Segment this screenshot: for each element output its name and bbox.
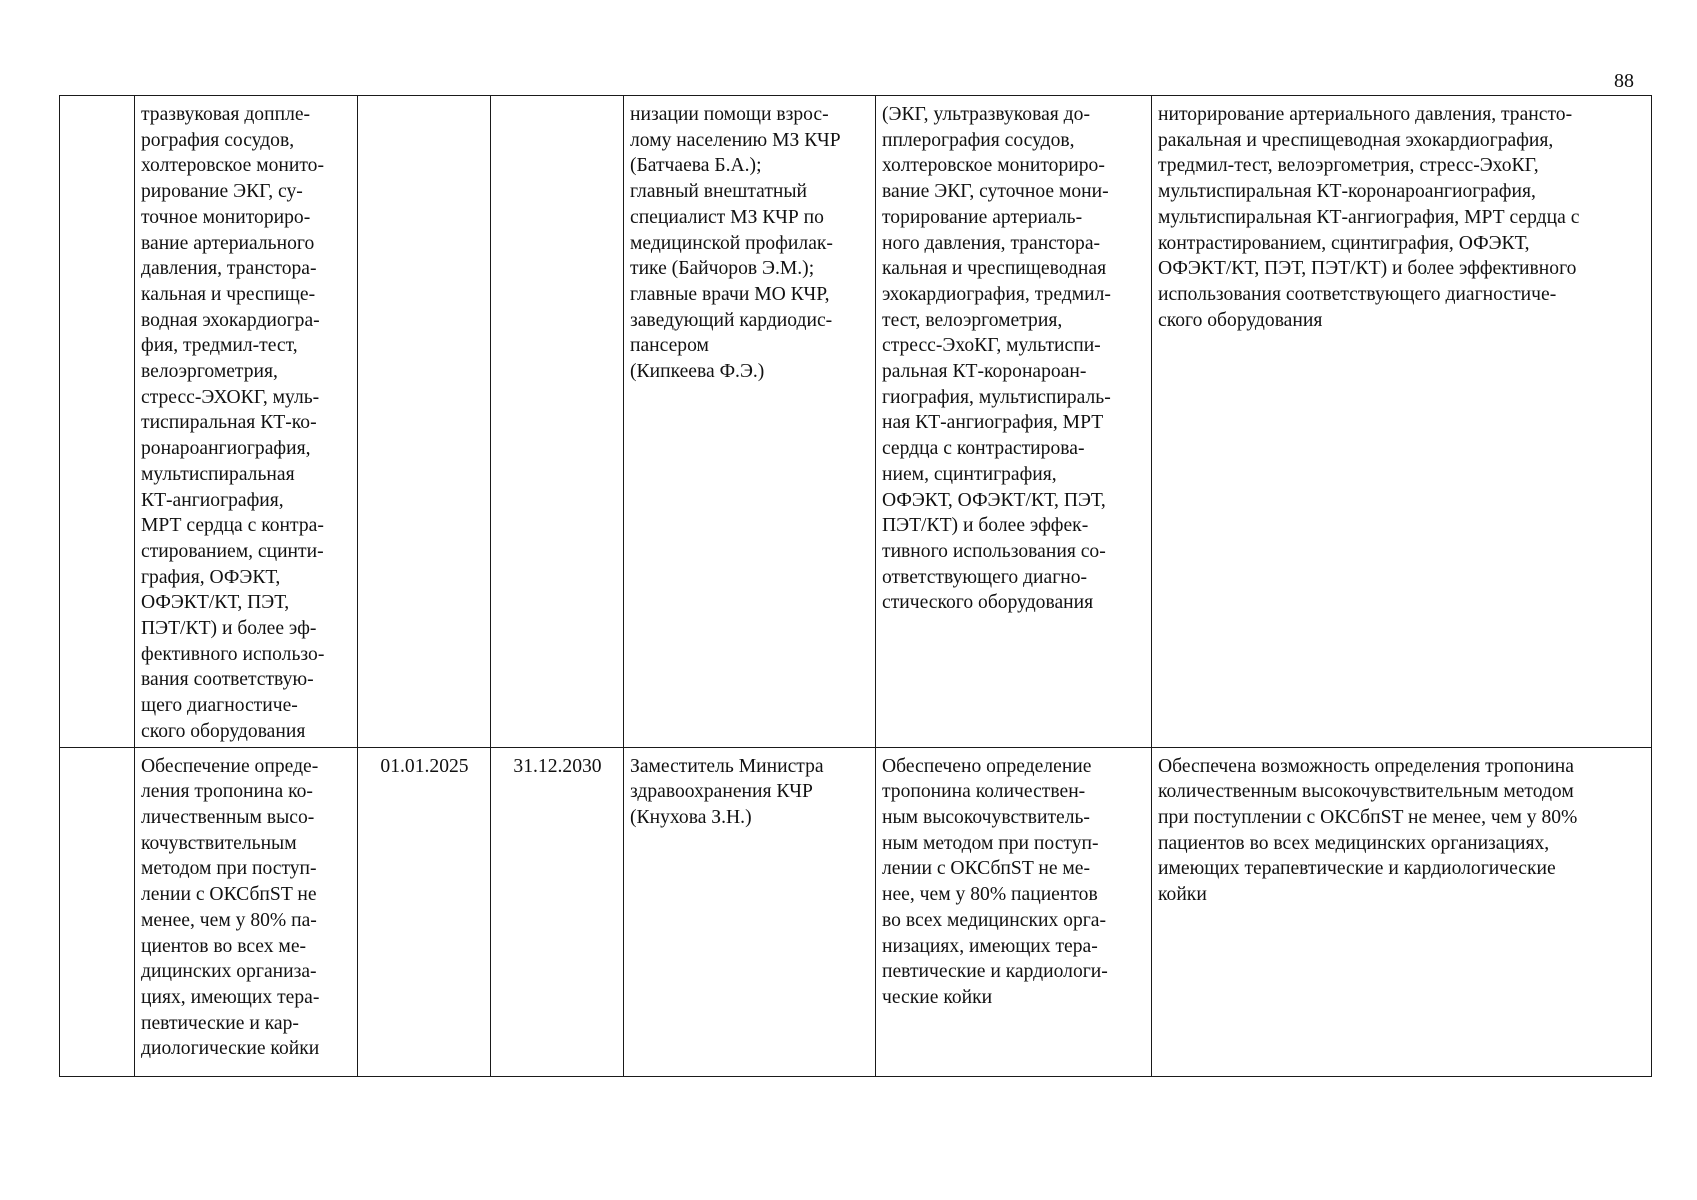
table-row xyxy=(60,96,1652,748)
activity-cell: тразвуковая доппле- рография сосудов, холтеровское монито- рирование ЭКГ, су- точное мониториро- вание артериального давления, трансторa- кальная и чреспище- водная эхокардиогра- фия, тредмил-тест, велоэргометрия, стресс-ЭХОКГ, муль- тиспиральная КТ-ко- ронароангиография, мультиспиральная КТ-ангиография, МРТ сердца с контра- стированием, сцинти- графия, ОФЭКТ, ОФЭКТ/КТ, ПЭТ, ПЭТ/КТ) и более эф- фективного использо- вания соответствую- щего диагностиче- ского оборудования xyxy=(135,96,358,748)
characteristic-cell: Обеспечена возможность определения тропонина количественным высокочувствительным методом при поступлении с ОКСбпST не менее, чем у 80% пациентов во всех медицинских организациях, имеющих терапевтические и кардиологические койки xyxy=(1152,747,1652,1076)
end-date-cell: 31.12.2030 xyxy=(491,747,624,1076)
responsible-cell: низации помощи взрос- лому населению МЗ КЧР (Батчаева Б.А.); главный внештатный специалист МЗ КЧР по медицинской профилак- тике (Байчоров Э.М.); главные врачи МО КЧР, заведующий кардиодис- пансером (Кипкеева Ф.Э.) xyxy=(624,96,876,748)
row-number-cell xyxy=(60,96,135,748)
end-date-cell xyxy=(491,96,624,748)
result-cell: Обеспечено определение тропонина количествен- ным высокочувствитель- ным методом при поступ- лении с ОКСбпST не ме- нее, чем у 80% пациентов во всех медицинских орга- низациях, имеющих тера- певтические и кардиологи- ческие койки xyxy=(876,747,1152,1076)
plan-table xyxy=(59,95,1652,1077)
result-cell: (ЭКГ, ультразвуковая до- пплерография сосудов, холтеровское мониториро- вание ЭКГ, суточное мони- торирование артериаль- ного давления, трансторa- кальная и чреспищеводная эхокардиография, тредмил- тест, велоэргометрия, стресс-ЭхоКГ, мультиспи- ральная КТ-коронароан- гиография, мультиспираль- ная КТ-ангиография, МРТ сердца с контрастирова- нием, сцинтиграфия, ОФЭКТ, ОФЭКТ/КТ, ПЭТ, ПЭТ/КТ) и более эффек- тивного использования со- ответствующего диагно- стического оборудования xyxy=(876,96,1152,748)
table-row xyxy=(60,747,1652,1076)
start-date-cell xyxy=(358,96,491,748)
responsible-cell: Заместитель Министра здравоохранения КЧР (Кнухова З.Н.) xyxy=(624,747,876,1076)
start-date-cell: 01.01.2025 xyxy=(358,747,491,1076)
characteristic-cell: ниторирование артериального давления, трансто- ракальная и чреспищеводная эхокардиография, тредмил-тест, велоэргометрия, стресс-ЭхоКГ, мультиспиральная КТ-коронароангиография, мультиспиральная КТ-ангиография, МРТ сердца с контрастированием, сцинтиграфия, ОФЭКТ, ОФЭКТ/КТ, ПЭТ, ПЭТ/КТ) и более эффективного использования соответствующего диагностиче- ского оборудования xyxy=(1152,96,1652,748)
row-number-cell xyxy=(60,747,135,1076)
activity-cell: Обеспечение опреде- ления тропонина ко- личественным высо- кочувствительным методом при поступ- лении с ОКСбпST не менее, чем у 80% па- циентов во всех ме- дицинских организа- циях, имеющих тера- певтические и кар- диологические койки xyxy=(135,747,358,1076)
page-number: 88 xyxy=(1614,70,1634,92)
